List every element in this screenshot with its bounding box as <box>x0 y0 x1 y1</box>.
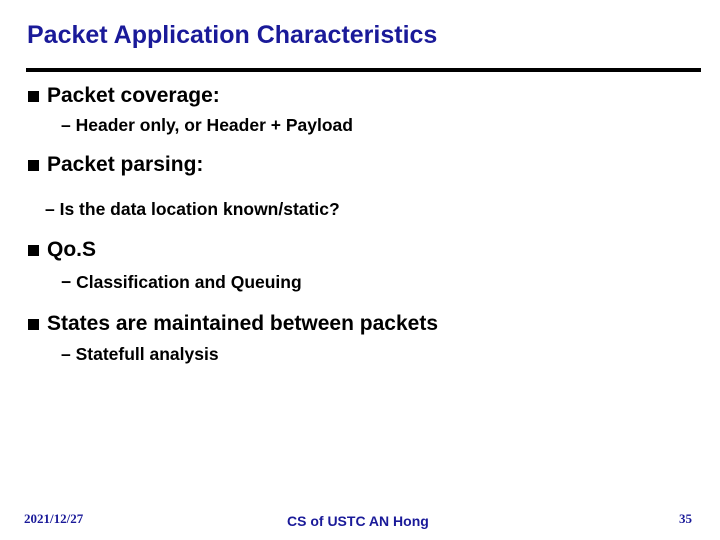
bullet-text: Qo.S <box>47 238 97 261</box>
sub-bullet: – Header only, or Header + Payload <box>61 115 353 135</box>
title-rule <box>26 68 701 72</box>
slide-title: Packet Application Characteristics <box>27 21 438 49</box>
footer-date: 2021/12/27 <box>24 511 84 526</box>
bullet-packet-coverage <box>28 84 220 108</box>
bullet-states <box>28 312 438 336</box>
footer-author: CS of USTC AN Hong <box>287 513 429 529</box>
bullet-text: States are maintained between packets <box>47 312 438 335</box>
sub-bullet: − Classification and Queuing <box>61 272 302 292</box>
bullet-packet-parsing <box>28 153 203 177</box>
bullet-text: Packet parsing: <box>47 153 204 176</box>
square-bullet-icon <box>28 319 39 330</box>
page-number: 35 <box>679 511 692 526</box>
square-bullet-icon <box>28 91 39 102</box>
square-bullet-icon <box>28 245 39 256</box>
square-bullet-icon <box>28 160 39 171</box>
sub-bullet: – Statefull analysis <box>61 344 219 364</box>
bullet-qos <box>28 238 96 262</box>
sub-bullet: – Is the data location known/static? <box>45 199 340 219</box>
bullet-text: Packet coverage: <box>47 84 220 107</box>
